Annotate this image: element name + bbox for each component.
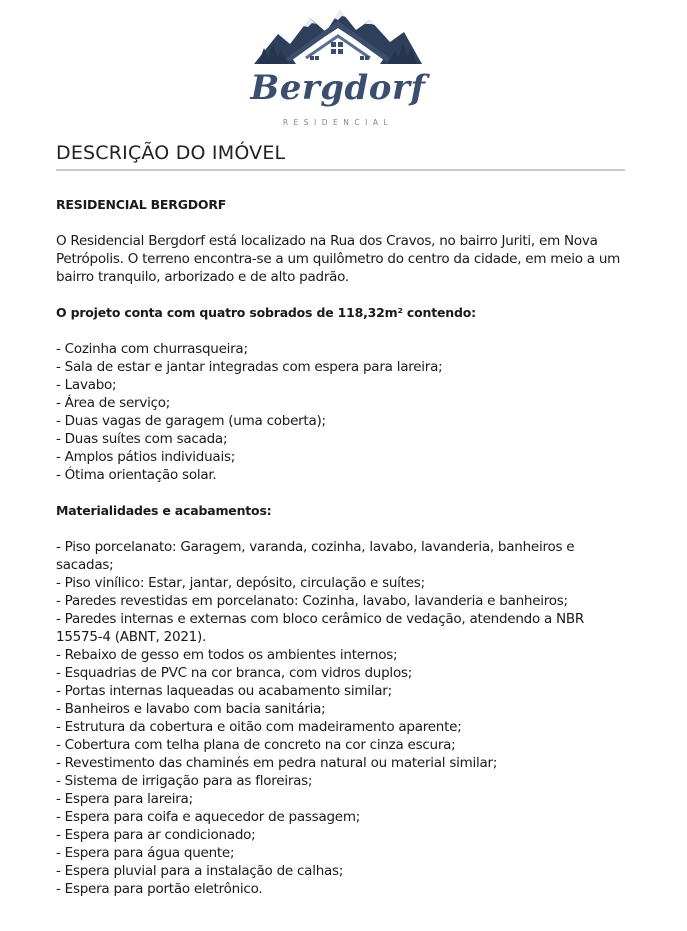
list-item: - Amplos pátios individuais; [56, 449, 236, 465]
intro-paragraph: O Residencial Bergdorf está localizado na Rua dos Cravos, no bairro Juriti, em Nova Petrópolis. O terreno encontra-se a um quilômetro do centro da cidade, em meio a um bairro tranquilo, arborizado e de alto padrão. [56, 233, 621, 285]
list-item: - Cozinha com churrasqueira; [56, 341, 248, 357]
list-item: - Portas internas laqueadas ou acabamento similar; [56, 683, 392, 699]
list-item: - Sistema de irrigação para as floreiras; [56, 773, 313, 789]
list-item: - Paredes revestidas em porcelanato: Cozinha, lavabo, lavanderia e banheiros; [56, 593, 568, 609]
list-item: - Cobertura com telha plana de concreto na cor cinza escura; [56, 737, 456, 753]
list-item: - Lavabo; [56, 377, 117, 393]
list-item: - Piso porcelanato: Garagem, varanda, cozinha, lavabo, lavanderia, banheiros e sacadas; [56, 539, 575, 573]
list-item: - Sala de estar e jantar integradas com espera para lareira; [56, 359, 443, 375]
list-item: - Duas suítes com sacada; [56, 431, 228, 447]
list-item: - Espera para água quente; [56, 845, 235, 861]
logo-subtitle: RESIDENCIAL [282, 118, 394, 127]
list-item: - Banheiros e lavabo com bacia sanitária; [56, 701, 326, 717]
materials-items-list [56, 538, 631, 898]
house-mountains-logo-icon [248, 6, 428, 68]
materials-heading: Materialidades e acabamentos: [56, 503, 272, 518]
list-item: - Espera para lareira; [56, 791, 193, 807]
list-item: - Revestimento das chaminés em pedra natural ou material similar; [56, 755, 498, 771]
list-item: - Duas vagas de garagem (uma coberta); [56, 413, 326, 429]
list-item: - Espera para coifa e aquecedor de passagem; [56, 809, 361, 825]
list-item: - Paredes internas e externas com bloco cerâmico de vedação, atendendo a NBR 15575-4 (ABNT, 2021). [56, 611, 585, 645]
logo-wordmark: Bergdorf [250, 68, 426, 108]
project-items-list [56, 340, 631, 484]
list-item: - Área de serviço; [56, 395, 171, 411]
section-heading: RESIDENCIAL BERGDORF [56, 197, 227, 212]
project-heading: O projeto conta com quatro sobrados de 118,32m² contendo: [56, 305, 476, 320]
document-body [56, 196, 631, 898]
list-item: - Espera para portão eletrônico. [56, 881, 263, 897]
list-item: - Piso vinílico: Estar, jantar, depósito, circulação e suítes; [56, 575, 425, 591]
list-item: - Esquadrias de PVC na cor branca, com vidros duplos; [56, 665, 413, 681]
page-title: DESCRIÇÃO DO IMÓVEL [56, 142, 286, 164]
list-item: - Ótima orientação solar. [56, 467, 217, 483]
bergdorf-logo [248, 6, 428, 126]
list-item: - Espera para ar condicionado; [56, 827, 256, 843]
list-item: - Espera pluvial para a instalação de calhas; [56, 863, 344, 879]
title-divider [56, 169, 625, 171]
list-item: - Estrutura da cobertura e oitão com madeiramento aparente; [56, 719, 462, 735]
list-item: - Rebaixo de gesso em todos os ambientes internos; [56, 647, 398, 663]
